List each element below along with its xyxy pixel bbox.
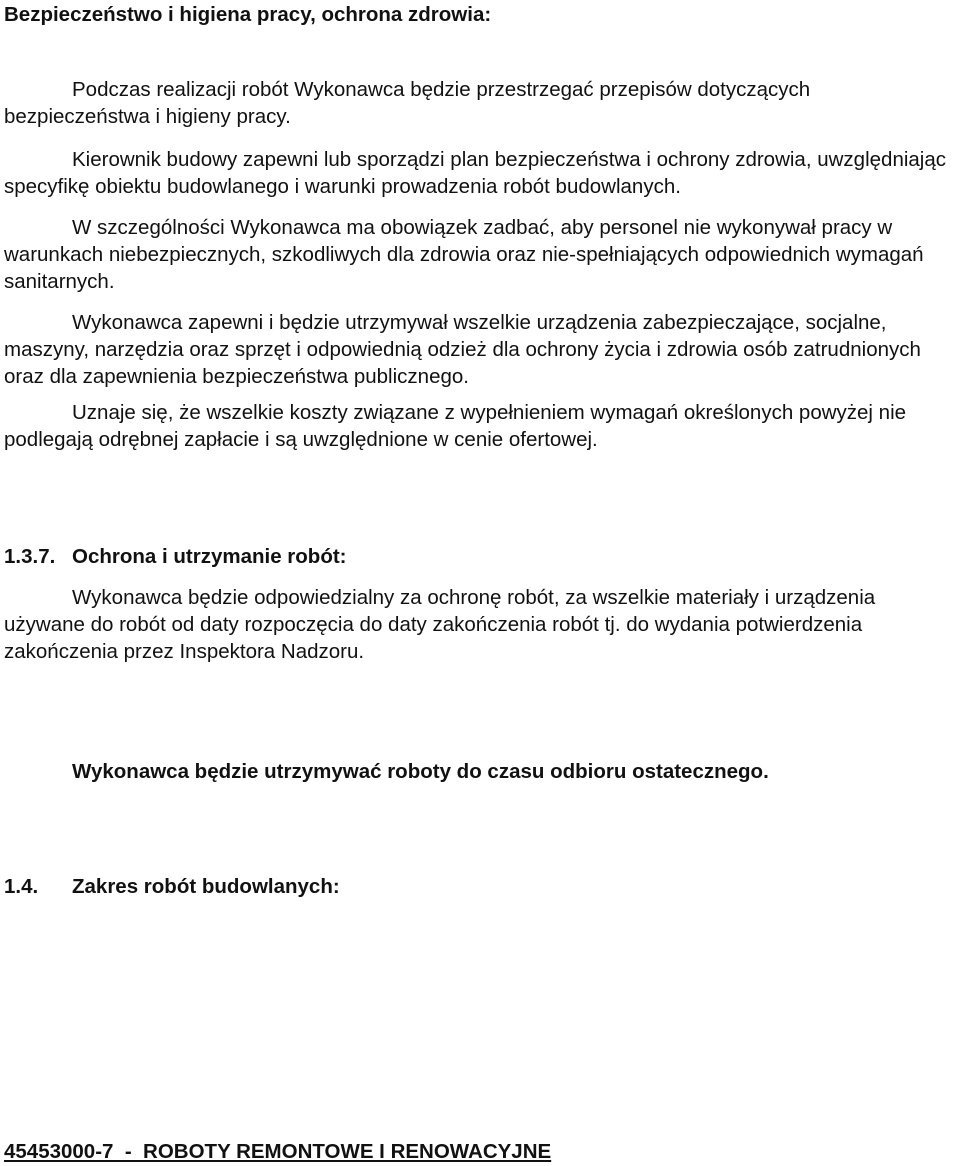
paragraph-health-3: W szczególności Wykonawca ma obowiązek zadbać, aby personel nie wykonywał pracy w warunkach niebezpiecznych, szkodliwych dla zdrowia oraz nie-spełniających odpowiednich wymagań sanitarnych.	[4, 216, 924, 293]
section-heading-scope	[4, 873, 954, 900]
emphasis-statement: Wykonawca będzie utrzymywać roboty do czasu odbioru ostatecznego.	[72, 760, 769, 783]
paragraph-health-1: Podczas realizacji robót Wykonawca będzie przestrzegać przepisów dotyczących bezpieczeństwa i higieny pracy.	[4, 78, 811, 128]
paragraph-health-5: Uznaje się, że wszelkie koszty związane z wypełnieniem wymagań określonych powyżej nie podlegają odrębnej zapłacie i są uwzględnione w cenie ofertowej.	[4, 401, 907, 451]
paragraph-health-2: Kierownik budowy zapewni lub sporządzi plan bezpieczeństwa i ochrony zdrowia, uwzględniając specyfikę obiektu budowlanego i warunki prowadzenia robót budowlanych.	[4, 148, 947, 198]
section-heading-health: Bezpieczeństwo i higiena pracy, ochrona zdrowia:	[4, 3, 492, 26]
section-title-scope: Zakres robót budowlanych:	[72, 875, 340, 898]
cpv-heading: 45453000-7 - ROBOTY REMONTOWE I RENOWACYJNE	[4, 1140, 552, 1163]
section-title-protection: Ochrona i utrzymanie robót:	[72, 545, 347, 568]
section-number-protection: 1.3.7.	[4, 545, 56, 568]
paragraph-protection: Wykonawca będzie odpowiedzialny za ochronę robót, za wszelkie materiały i urządzenia używane do robót od daty rozpoczęcia do daty zakończenia robót tj. do wydania potwierdzenia zakończenia przez Inspektora Nadzoru.	[4, 586, 876, 663]
section-heading-protection	[4, 543, 954, 570]
paragraph-health-4: Wykonawca zapewni i będzie utrzymywał wszelkie urządzenia zabezpieczające, socjalne, maszyny, narzędzia oraz sprzęt i odpowiednią odzież dla ochrony życia i zdrowia osób zatrudnionych oraz dla zapewnienia bezpieczeństwa publicznego.	[4, 311, 921, 388]
section-number-scope: 1.4.	[4, 875, 39, 898]
